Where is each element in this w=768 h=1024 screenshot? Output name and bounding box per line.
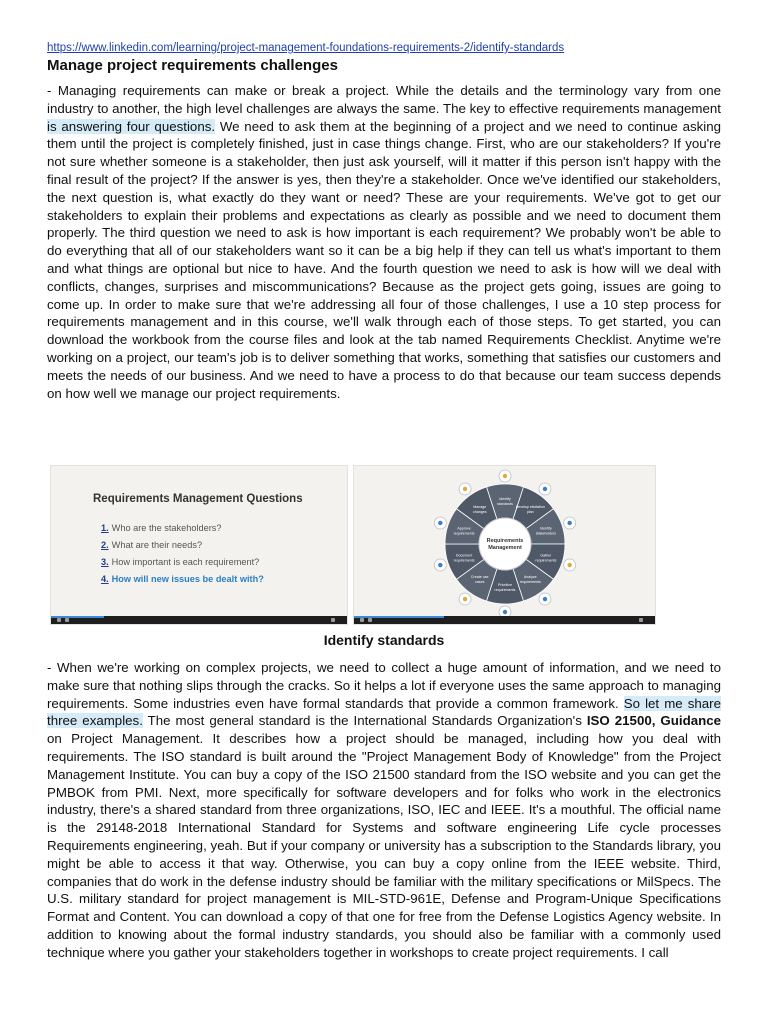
- step-icon-glyph: [567, 563, 571, 567]
- section-requirements: [47, 42, 721, 402]
- wheel-segment-label: requirements: [494, 588, 516, 592]
- question-list: [101, 520, 264, 588]
- wheel-segment-label: Manage: [473, 505, 487, 510]
- video-controls[interactable]: [354, 616, 655, 624]
- text-run: We need to ask them at the beginning of a project and we need to continue asking them until the project is completely finished, just in case things change. First, who are our stakeholders? If you're not sure whether someone is a stakeholder, then just ask yourself, will it matter if this person isn't happy with the final result of the project? If the answer is yes, then they're a stakeholder. Once we've identified our stakeholders, the next question is, what exactly do they want or need? These are your requirements. We've got to get our stakeholders to explain their problems and expectations as clearly as possible and we need to document them properly. The third question we need to ask is how important is each requirement? We probably won't be able to do everything that all of our stakeholders want so it can be a big help if they can tell us what's important to them and what things are optional but nice to have. And the fourth question we need to ask is how will we deal with conflicts, changes, surprises and miscommunications? Because as the project gets going, issues are going to come up. In order to make sure that we're addressing all four of those challenges, I use a 10 step process for requirements management and in this course, we'll walk through each of those steps. To get started, you can download the workbook from the course files and look at the tab named Requirements Checklist. Anytime we're working on a project, our team's job is to deliver something that works, something that satisfies our customers and meets the needs of our business. And we need to have a process to do that because our team success depends on how well we manage our project requirements.: [47, 118, 721, 401]
- question-number: 4.: [101, 574, 109, 584]
- question-number: 1.: [101, 523, 109, 533]
- wheel-segment-label: Create use: [470, 574, 489, 579]
- wheel-segment-label: plan: [526, 510, 534, 515]
- video-frame-questions[interactable]: [50, 465, 348, 625]
- wheel-center: [479, 518, 531, 570]
- volume-icon[interactable]: [65, 618, 69, 622]
- question-number: 3.: [101, 557, 109, 567]
- wheel-segment-label: Develop elicitation: [515, 505, 545, 510]
- wheel-segment-label: Identify: [540, 526, 552, 531]
- question-number: 2.: [101, 540, 109, 550]
- volume-icon[interactable]: [368, 618, 372, 622]
- video-frame-diagram[interactable]: [353, 465, 656, 625]
- play-icon[interactable]: [360, 618, 364, 622]
- step-icon-glyph: [438, 563, 442, 567]
- question-text: Who are the stakeholders?: [111, 523, 222, 533]
- wheel-segment-label: standards: [497, 502, 513, 506]
- section-heading: Identify standards: [323, 632, 445, 648]
- wheel-segment-label: Analyze: [523, 574, 537, 579]
- highlighted-text: is answering four questions.: [47, 118, 216, 134]
- wheel-segment-label: stakeholders: [535, 531, 557, 536]
- question-text: How important is each requirement?: [111, 557, 260, 567]
- question-item: [101, 537, 264, 554]
- wheel-segment-label: requirements: [453, 531, 475, 536]
- wheel-segment-label: Prioritize: [498, 583, 512, 587]
- step-icon-glyph: [463, 597, 467, 601]
- wheel-segment-label: requirements: [453, 558, 475, 563]
- slide-title: Requirements Management Questions: [93, 493, 303, 505]
- video-thumbnails: [50, 465, 658, 625]
- wheel-segment-label: Approve: [457, 526, 471, 531]
- page-title: Manage project requirements challenges: [47, 57, 338, 74]
- body-paragraph-2: [47, 659, 721, 962]
- fullscreen-icon[interactable]: [331, 618, 335, 622]
- requirements-wheel-diagram: [354, 466, 656, 618]
- question-item: [101, 554, 264, 571]
- section-standards: [47, 659, 721, 962]
- step-icon-glyph: [503, 474, 507, 478]
- bold-text: ISO 21500, Guidance: [586, 713, 722, 729]
- wheel-segment-label: requirements: [535, 558, 557, 563]
- step-icon-glyph: [543, 487, 547, 491]
- step-icon-glyph: [463, 487, 467, 491]
- body-paragraph-1: [47, 82, 721, 402]
- question-text: How will new issues be dealt with?: [111, 574, 264, 584]
- wheel-segment-label: Document: [455, 553, 473, 558]
- video-controls[interactable]: [51, 616, 347, 624]
- text-run: on Project Management. It describes how a project should be managed, including how you deal with requirements. The ISO standard is built around the "Project Management Body of Knowledge" from the Project Management Institute. You can buy a copy of the ISO 21500 standard from the ISO website and you can get the PMBOK from PMI. Next, more specifically for software developers and for folks who work in the electronics industry, there's a shared standard from three organizations, ISO, IEC and IEEE. It's a mouthful. The official name is the 29148-2018 International Standard for Systems and software engineering Life cycle processes Requirements engineering, yeah. But if your company or university has a subscription to the Standards library, you might be able to access it that way. Otherwise, you can buy a copy online from the IEEE website. Third, companies that do work in the defense industry should be familiar with the military specifications or MilSpecs. The U.S. military standard for project management is MIL-STD-961E, Defense and Program-Unique Specifications Format and Content. You can download a copy of that one for free from the Defense Logistics Agency website. In addition to knowing about the formal industry standards, you should also be familiar with a commonly used technique where you gather your stakeholders together in workshops to create project requirements. I call: [47, 731, 721, 960]
- center-label-2: Management: [488, 545, 522, 551]
- question-item-active: [101, 571, 264, 588]
- text-run: - When we're working on complex projects, we need to collect a huge amount of information, and we need to make sure that nothing slips through the cracks. So it helps a lot if everyone uses the same approach to managing requirements. Some industries even have formal standards that provide a common framework.: [47, 660, 721, 711]
- highlighted-text: So let me share three examples.: [47, 695, 722, 729]
- wheel-segment-label: requirements: [519, 579, 541, 584]
- play-icon[interactable]: [57, 618, 61, 622]
- text-run: - Managing requirements can make or break a project. While the details and the terminology vary from one industry to another, the high level challenges are always the same. The key to effective requirements management: [47, 83, 721, 116]
- wheel-segment-label: cases: [475, 579, 485, 584]
- center-label-1: Requirements: [486, 538, 524, 544]
- question-item: [101, 520, 264, 537]
- source-link[interactable]: https://www.linkedin.com/learning/project-management-foundations-requirements-2/identify-standards: [47, 42, 565, 54]
- step-icon-glyph: [543, 597, 547, 601]
- step-icon-glyph: [503, 610, 507, 614]
- step-icon-glyph: [438, 521, 442, 525]
- wheel-segment-label: Identify: [499, 497, 511, 501]
- text-run: The most general standard is the International Standards Organization's: [142, 713, 587, 729]
- wheel-segment-label: changes: [472, 510, 487, 515]
- question-text: What are their needs?: [111, 540, 203, 550]
- wheel-segment-label: Gather: [540, 553, 552, 558]
- step-icon-glyph: [567, 521, 571, 525]
- fullscreen-icon[interactable]: [639, 618, 643, 622]
